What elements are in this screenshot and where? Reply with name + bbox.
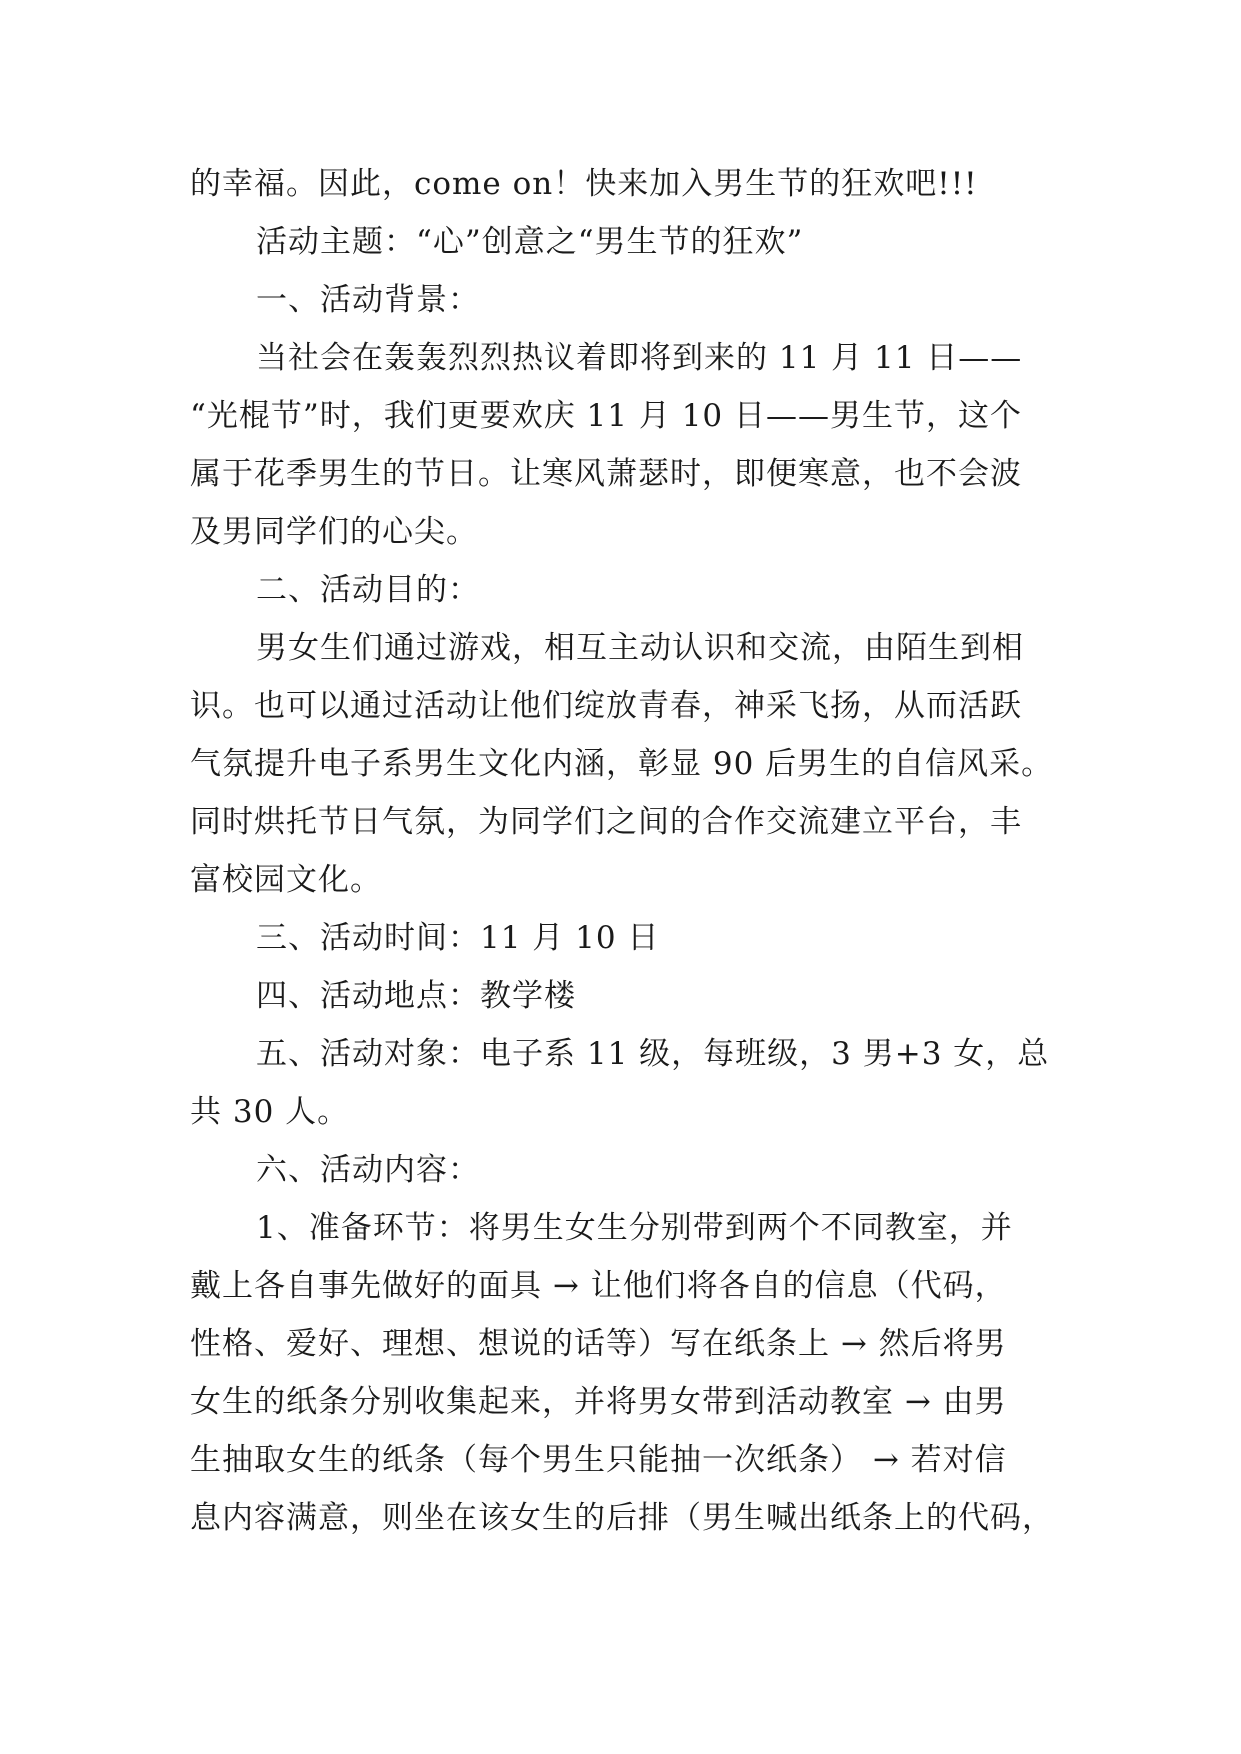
text-line: 性格、爱好、理想、想说的话等）写在纸条上 → 然后将男 [190, 1326, 1007, 1362]
text-line: 活动主题：“心”创意之“男生节的狂欢” [256, 224, 804, 260]
text-line: 女生的纸条分别收集起来，并将男女带到活动教室 → 由男 [190, 1384, 1007, 1420]
text-line: 息内容满意，则坐在该女生的后排（男生喊出纸条上的代码， [190, 1500, 1054, 1536]
text-line: 戴上各自事先做好的面具 → 让他们将各自的信息（代码， [190, 1268, 1007, 1304]
text-line: 生抽取女生的纸条（每个男生只能抽一次纸条） → 若对信 [190, 1442, 1007, 1478]
section-heading: 四、活动地点：教学楼 [256, 978, 576, 1014]
text-line: 同时烘托节日气氛，为同学们之间的合作交流建立平台，丰 [190, 804, 1022, 840]
text-line: “光棍节”时，我们更要欢庆 11 月 10 日——男生节，这个 [190, 398, 1023, 434]
text-line: 的幸福。因此，come on！快来加入男生节的狂欢吧!!! [190, 166, 978, 202]
section-heading: 五、活动对象：电子系 11 级，每班级，3 男+3 女，总 [256, 1036, 1050, 1072]
text-line: 识。也可以通过活动让他们绽放青春，神采飞扬，从而活跃 [190, 688, 1022, 724]
text-line: 气氛提升电子系男生文化内涵，彰显 90 后男生的自信风采。 [190, 746, 1054, 782]
section-heading: 六、活动内容： [256, 1152, 480, 1188]
text-line: 共 30 人。 [190, 1094, 350, 1130]
section-heading: 二、活动目的： [256, 572, 480, 608]
text-line: 当社会在轰轰烈烈热议着即将到来的 11 月 11 日—— [256, 340, 1023, 376]
document-body [190, 155, 1054, 1547]
text-line: 属于花季男生的节日。让寒风萧瑟时，即便寒意，也不会波 [190, 456, 1022, 492]
section-heading: 一、活动背景： [256, 282, 480, 318]
text-line: 及男同学们的心尖。 [190, 514, 478, 550]
section-heading: 三、活动时间：11 月 10 日 [256, 920, 660, 956]
text-line: 富校园文化。 [190, 862, 382, 898]
text-line: 1、准备环节：将男生女生分别带到两个不同教室，并 [256, 1210, 1013, 1246]
text-line: 男女生们通过游戏，相互主动认识和交流，由陌生到相 [256, 630, 1024, 666]
